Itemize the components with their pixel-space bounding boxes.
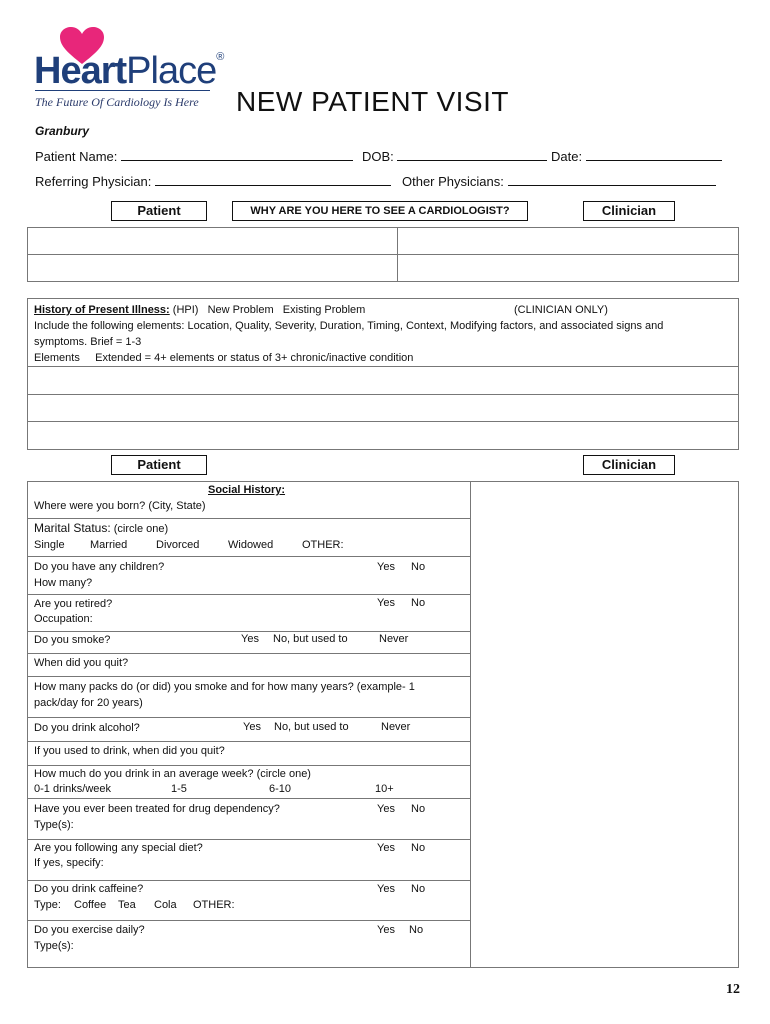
alcohol-yes[interactable]: Yes (243, 721, 261, 733)
divider (27, 556, 471, 557)
hpi-line-3: symptoms. Brief = 1-3 (34, 336, 142, 348)
retired-no[interactable]: No (411, 597, 426, 609)
divider (27, 518, 471, 519)
why-patient-input-1[interactable] (28, 228, 396, 253)
marital-option-widowed[interactable]: Widowed (228, 539, 274, 551)
why-here-label: WHY ARE YOU HERE TO SEE A CARDIOLOGIST? (232, 201, 528, 221)
location-label: Granbury (35, 124, 90, 138)
caffeine-yes[interactable]: Yes (377, 883, 395, 895)
drink-quit-question[interactable]: If you used to drink, when did you quit? (34, 745, 225, 757)
hpi-input-1[interactable] (28, 367, 738, 393)
divider (27, 594, 471, 595)
patient-name-line[interactable] (121, 148, 353, 161)
marital-option-single[interactable]: Single (34, 539, 65, 551)
date-field[interactable] (551, 148, 722, 164)
alcohol-used-to[interactable]: No, but used to (274, 721, 349, 733)
social-history-heading: Social History: (208, 484, 286, 496)
diet-yes[interactable]: Yes (377, 842, 395, 854)
occupation-label[interactable]: Occupation: (34, 613, 93, 625)
hpi-input-3[interactable] (28, 422, 738, 449)
referring-line[interactable] (155, 173, 391, 186)
hpi-line-4: Elements Extended = 4+ elements or status of 3+ chronic/inactive condition (34, 352, 414, 364)
retired-yes[interactable]: Yes (377, 597, 395, 609)
children-yes[interactable]: Yes (377, 561, 395, 573)
drug-types-label[interactable]: Type(s): (34, 819, 74, 831)
dob-field[interactable] (362, 148, 547, 164)
logo-divider (35, 90, 210, 91)
brand-place-text: Place (126, 50, 217, 92)
other-physicians-field[interactable] (402, 173, 716, 189)
page-number: 12 (726, 982, 740, 997)
hpi-heading: History of Present Illness: (34, 304, 170, 316)
drug-yes[interactable]: Yes (377, 803, 395, 815)
patient-label-social: Patient (111, 455, 207, 475)
marital-title: Marital Status: (34, 521, 111, 535)
quit-question[interactable]: When did you quit? (34, 657, 129, 669)
referring-field[interactable] (35, 173, 391, 189)
hpi-input-2[interactable] (28, 395, 738, 420)
children-no[interactable]: No (411, 561, 426, 573)
hpi-line-2: Include the following elements: Location, Quality, Severity, Duration, Timing, Context, Modifying factors, and associated signs and (34, 320, 664, 332)
smoke-yes[interactable]: Yes (241, 633, 259, 645)
why-clinician-input-2[interactable] (398, 255, 738, 281)
patient-label-top: Patient (111, 201, 207, 221)
brand-heart-text: Heart (34, 50, 127, 92)
alcohol-question: Do you drink alcohol? (34, 722, 140, 734)
date-line[interactable] (586, 148, 722, 161)
referring-label: Referring Physician: (35, 174, 152, 189)
dob-label: DOB: (362, 149, 394, 164)
caffeine-option-other[interactable]: OTHER: (193, 899, 235, 911)
drug-question: Have you ever been treated for drug dependency? (34, 803, 280, 815)
retired-question: Are you retired? (34, 598, 113, 610)
marital-option-other[interactable]: OTHER: (302, 539, 344, 551)
page-title: NEW PATIENT VISIT (236, 86, 509, 117)
children-question: Do you have any children? (34, 561, 165, 573)
clinician-label-social: Clinician (583, 455, 675, 475)
exercise-types-label[interactable]: Type(s): (34, 940, 74, 952)
hpi-options: (HPI) New Problem Existing Problem (172, 304, 366, 316)
exercise-no[interactable]: No (409, 924, 424, 936)
amount-option-1-5[interactable]: 1-5 (171, 783, 187, 795)
marital-hint: (circle one) (110, 523, 169, 535)
patient-name-field[interactable] (35, 148, 353, 164)
diet-no[interactable]: No (411, 842, 426, 854)
dob-line[interactable] (397, 148, 547, 161)
exercise-yes[interactable]: Yes (377, 924, 395, 936)
hpi-clinician-only: (CLINICIAN ONLY) (514, 304, 608, 316)
diet-question: Are you following any special diet? (34, 842, 203, 854)
marital-option-married[interactable]: Married (90, 539, 128, 551)
marital-status-label (34, 521, 168, 535)
amount-option-0-1[interactable]: 0-1 drinks/week (34, 783, 112, 795)
logo-tagline: The Future Of Cardiology Is Here (35, 95, 199, 109)
packs-question-line-2: pack/day for 20 years) (34, 697, 143, 709)
amount-option-6-10[interactable]: 6-10 (269, 783, 292, 795)
exercise-question: Do you exercise daily? (34, 924, 145, 936)
caffeine-question: Do you drink caffeine? (34, 883, 144, 895)
diet-specify-label[interactable]: If yes, specify: (34, 857, 104, 869)
smoke-question: Do you smoke? (34, 634, 111, 646)
hpi-line-1 (34, 302, 365, 318)
why-clinician-input-1[interactable] (398, 228, 738, 253)
marital-option-divorced[interactable]: Divorced (156, 539, 200, 551)
divider (27, 653, 471, 654)
caffeine-type-label: Type: (34, 899, 61, 911)
how-much-question: How much do you drink in an average week? (circle one) (34, 768, 311, 780)
caffeine-no[interactable]: No (411, 883, 426, 895)
divider (27, 920, 471, 921)
caffeine-option-tea[interactable]: Tea (118, 899, 136, 911)
divider (27, 717, 471, 718)
smoke-never[interactable]: Never (379, 633, 409, 645)
other-physicians-line[interactable] (508, 173, 716, 186)
caffeine-option-cola[interactable]: Cola (154, 899, 177, 911)
packs-question-line-1[interactable]: How many packs do (or did) you smoke and for how many years? (example- 1 (34, 681, 415, 693)
other-physicians-label: Other Physicians: (402, 174, 504, 189)
divider (27, 741, 471, 742)
why-patient-input-2[interactable] (28, 255, 396, 281)
alcohol-never[interactable]: Never (381, 721, 411, 733)
smoke-used-to[interactable]: No, but used to (273, 633, 348, 645)
caffeine-option-coffee[interactable]: Coffee (74, 899, 107, 911)
social-history-clinician-box[interactable] (470, 481, 739, 968)
patient-name-label: Patient Name: (35, 149, 118, 164)
how-many-label[interactable]: How many? (34, 577, 93, 589)
amount-option-10-plus[interactable]: 10+ (375, 783, 394, 795)
drug-no[interactable]: No (411, 803, 426, 815)
clinician-label-top: Clinician (583, 201, 675, 221)
divider (27, 798, 471, 799)
born-question[interactable]: Where were you born? (City, State) (34, 500, 206, 512)
date-label: Date: (551, 149, 583, 164)
brand-wordmark (34, 52, 223, 90)
registered-mark: ® (216, 51, 224, 63)
divider (27, 676, 471, 677)
